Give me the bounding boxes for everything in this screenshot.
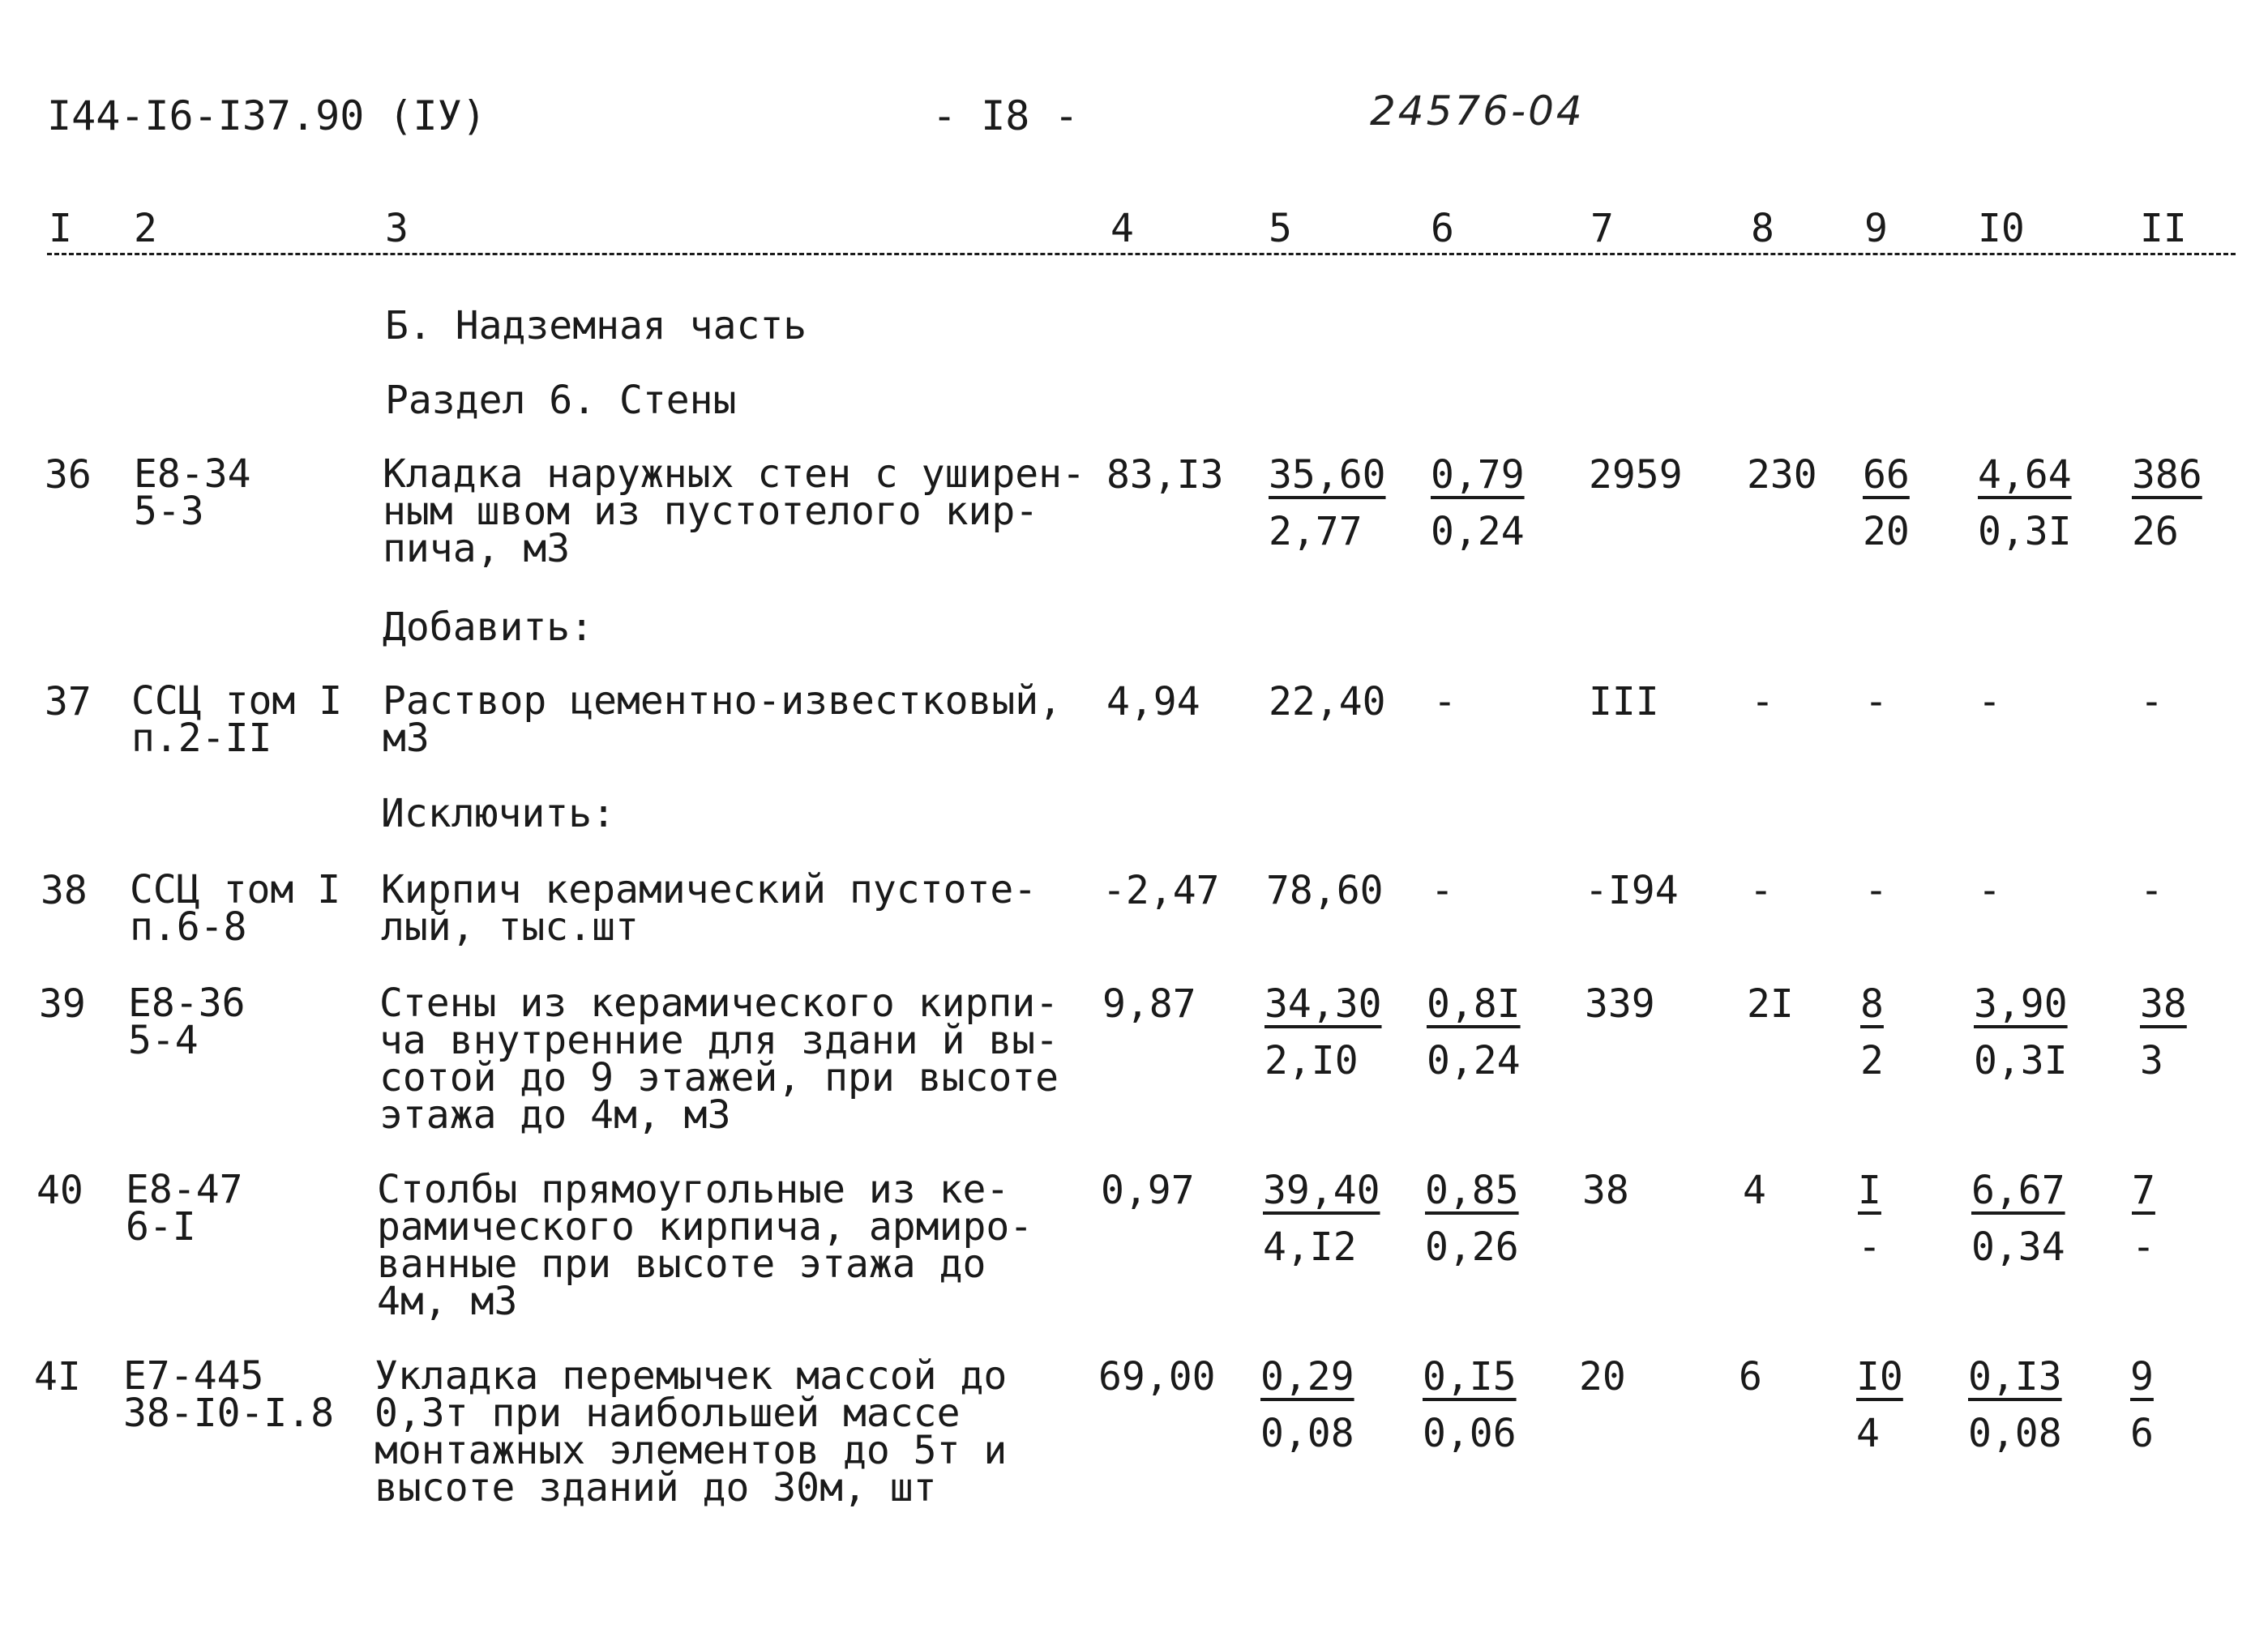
row-40-col5-bottom: 4,I2 (1263, 1224, 1357, 1270)
row-36-col6-top: 0,79 (1431, 452, 1525, 498)
row-41-col9-bottom: 4 (1856, 1411, 1880, 1456)
document-code: I44-I6-I37.90 (IУ) (47, 92, 486, 139)
row-40-col4: 0,97 (1101, 1168, 1195, 1213)
row-40-col9-bottom: - (1858, 1224, 1881, 1270)
row-40-col10-bottom: 0,34 (1971, 1224, 2065, 1270)
row-36-col9-bottom: 20 (1863, 509, 1910, 554)
row-39-col6-top: 0,8I (1427, 981, 1521, 1027)
exclude-title: Исключить: (381, 791, 615, 836)
row-40-col11 (2132, 1168, 2155, 1270)
row-40-col11-bottom: - (2132, 1224, 2155, 1270)
row-36-col11-top: 386 (2132, 452, 2202, 498)
column-number-4: 4 (1110, 206, 1134, 251)
row-36-number: 36 (45, 452, 92, 498)
row-36-col8: 230 (1747, 452, 1817, 498)
row-41-col11-top: 9 (2130, 1354, 2154, 1399)
add-title: Добавить: (383, 605, 594, 650)
row-37-col9: - (1864, 679, 1888, 724)
column-number-2: 2 (134, 206, 157, 251)
row-38-number: 38 (41, 868, 88, 913)
row-39-code: Е8-36 5-4 (128, 981, 246, 1063)
row-39-col5 (1265, 981, 1382, 1083)
row-36-col5-bottom: 2,77 (1269, 509, 1363, 554)
row-38-col8: - (1749, 868, 1773, 913)
row-38-col7: -I94 (1585, 868, 1679, 913)
row-39-col5-top: 34,30 (1265, 981, 1382, 1027)
row-39-number: 39 (39, 981, 86, 1027)
row-39-col9 (1860, 981, 1884, 1083)
row-36-col10-top: 4,64 (1978, 452, 2072, 498)
row-38-col11: - (2140, 868, 2163, 913)
row-39-col8: 2I (1747, 981, 1794, 1027)
row-37-col5: 22,40 (1269, 679, 1386, 724)
row-36-col10-bottom: 0,3I (1978, 509, 2072, 554)
row-36-col6-bottom: 0,24 (1431, 509, 1525, 554)
row-40-col10-top: 6,67 (1971, 1168, 2065, 1213)
row-39-col10 (1974, 981, 2068, 1083)
row-40-description: Столбы прямоугольные из ке- рамического кирпича, армиро- ванные при высоте этажа до 4м, м3 (377, 1167, 1033, 1324)
column-number-3: 3 (385, 206, 409, 251)
row-41-col5 (1260, 1354, 1354, 1456)
row-37-description: Раствор цементно-известковый, м3 (383, 678, 1063, 761)
row-38-col6: - (1431, 868, 1454, 913)
row-41-description: Укладка перемычек массой до 0,3т при наибольшей массе монтажных элементов до 5т и высоте зданий до 30м, шт (374, 1353, 1008, 1510)
row-36-col11-bottom: 26 (2132, 509, 2179, 554)
row-41-col10-bottom: 0,08 (1968, 1411, 2062, 1456)
row-39-col9-bottom: 2 (1860, 1038, 1884, 1083)
row-40-col5 (1263, 1168, 1380, 1270)
column-number-5: 5 (1269, 206, 1292, 251)
row-40-col6 (1425, 1168, 1519, 1270)
row-36-col5 (1269, 452, 1386, 554)
row-40-col7: 38 (1582, 1168, 1629, 1213)
section-title: Раздел 6. Стены (385, 378, 737, 423)
row-40-col11-top: 7 (2132, 1168, 2155, 1213)
row-41-code: Е7-445 38-I0-I.8 (123, 1353, 335, 1436)
page-number: - I8 - (932, 92, 1079, 139)
row-36-col9-top: 66 (1863, 452, 1910, 498)
column-number-6: 6 (1431, 206, 1454, 251)
column-number-7: 7 (1590, 206, 1614, 251)
row-37-code: ССЦ том I п.2-II (131, 678, 343, 761)
row-36-col7: 2959 (1589, 452, 1683, 498)
row-37-col4: 4,94 (1106, 679, 1200, 724)
row-40-col6-top: 0,85 (1425, 1168, 1519, 1213)
row-41-col9 (1856, 1354, 1903, 1456)
row-41-col10 (1968, 1354, 2062, 1456)
row-37-col11: - (2140, 679, 2163, 724)
row-39-col11 (2140, 981, 2187, 1083)
row-40-number: 40 (36, 1168, 83, 1213)
row-39-description: Стены из керамического кирпи- ча внутренние для здани й вы- сотой до 9 этажей, при высоте этажа до 4м, м3 (379, 981, 1059, 1138)
row-41-col10-top: 0,I3 (1968, 1354, 2062, 1399)
row-38-code: ССЦ том I п.6-8 (130, 867, 341, 950)
row-41-col8: 6 (1739, 1354, 1762, 1399)
row-37-col8: - (1751, 679, 1774, 724)
row-39-col10-top: 3,90 (1974, 981, 2068, 1027)
row-39-col4: 9,87 (1102, 981, 1196, 1027)
row-41-col6 (1423, 1354, 1517, 1456)
row-38-col5: 78,60 (1266, 868, 1384, 913)
row-41-col9-top: I0 (1856, 1354, 1903, 1399)
row-36-col11 (2132, 452, 2202, 554)
row-40-code: Е8-47 6-I (126, 1167, 243, 1250)
row-36-col5-top: 35,60 (1269, 452, 1386, 498)
header-divider (47, 253, 2236, 255)
row-40-col10 (1971, 1168, 2065, 1270)
row-39-col6 (1427, 981, 1521, 1083)
row-39-col7: 339 (1585, 981, 1655, 1027)
row-40-col6-bottom: 0,26 (1425, 1224, 1519, 1270)
column-number-10: I0 (1978, 206, 2025, 251)
row-36-description: Кладка наружных стен с уширен- ным швом из пустотелого кир- пича, м3 (383, 451, 1085, 571)
row-41-col11-bottom: 6 (2130, 1411, 2154, 1456)
row-40-col5-top: 39,40 (1263, 1168, 1380, 1213)
column-number-1: I (49, 206, 72, 251)
row-41-col4: 69,00 (1098, 1354, 1216, 1399)
row-40-col9-top: I (1858, 1168, 1881, 1213)
row-38-description: Кирпич керамический пустоте- лый, тыс.шт (381, 867, 1038, 950)
row-39-col11-top: 38 (2140, 981, 2187, 1027)
row-41-col6-bottom: 0,06 (1423, 1411, 1517, 1456)
row-41-number: 4I (34, 1354, 81, 1399)
row-36-col10 (1978, 452, 2072, 554)
part-title: Б. Надземная часть (385, 303, 807, 348)
row-41-col5-bottom: 0,08 (1260, 1411, 1354, 1456)
row-37-col6: - (1433, 679, 1457, 724)
row-36-col6 (1431, 452, 1525, 554)
row-38-col4: -2,47 (1102, 868, 1220, 913)
column-number-8: 8 (1751, 206, 1774, 251)
row-41-col11 (2130, 1354, 2154, 1456)
row-38-col10: - (1978, 868, 2001, 913)
row-37-number: 37 (45, 679, 92, 724)
row-41-col6-top: 0,I5 (1423, 1354, 1517, 1399)
row-40-col8: 4 (1743, 1168, 1766, 1213)
row-39-col11-bottom: 3 (2140, 1038, 2163, 1083)
row-39-col9-top: 8 (1860, 981, 1884, 1027)
row-36-code: Е8-34 5-3 (134, 451, 251, 534)
row-41-col5-top: 0,29 (1260, 1354, 1354, 1399)
column-number-11: II (2140, 206, 2187, 251)
row-39-col5-bottom: 2,I0 (1265, 1038, 1359, 1083)
row-36-col9 (1863, 452, 1910, 554)
row-38-col9: - (1864, 868, 1888, 913)
row-39-col6-bottom: 0,24 (1427, 1038, 1521, 1083)
row-37-col10: - (1978, 679, 2001, 724)
row-41-col7: 20 (1579, 1354, 1626, 1399)
row-40-col9 (1858, 1168, 1881, 1270)
row-36-col4: 83,I3 (1106, 452, 1224, 498)
handwritten-number: 24576-04 (1370, 88, 1585, 135)
row-39-col10-bottom: 0,3I (1974, 1038, 2068, 1083)
column-number-9: 9 (1864, 206, 1888, 251)
row-37-col7: III (1589, 679, 1659, 724)
